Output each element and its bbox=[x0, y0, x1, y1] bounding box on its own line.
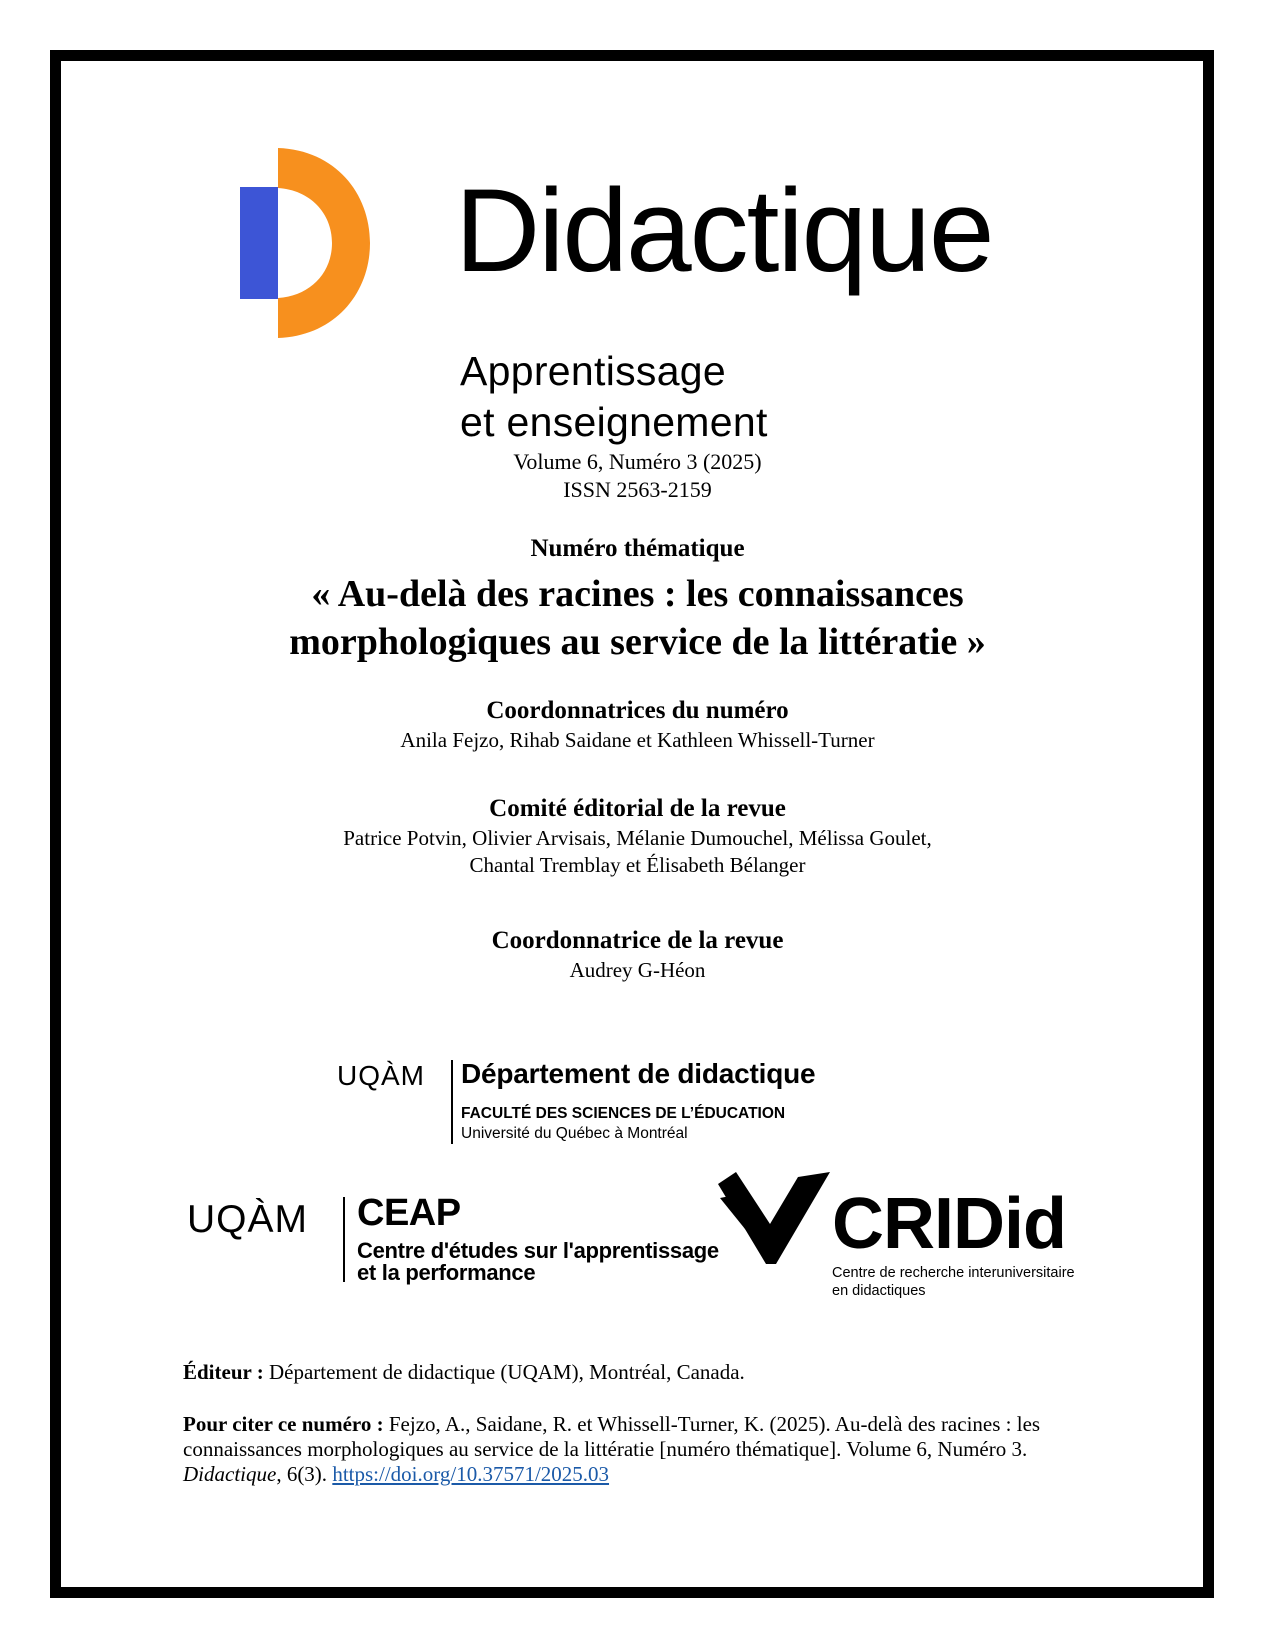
cite-label: Pour citer ce numéro : bbox=[183, 1412, 384, 1436]
publisher-label: Éditeur : bbox=[183, 1360, 264, 1384]
cridid-line-1: Centre de recherche interuniversitaire bbox=[832, 1265, 1075, 1281]
cridid-logo-mark bbox=[718, 1172, 830, 1267]
volume-info: Volume 6, Numéro 3 (2025) bbox=[513, 449, 762, 474]
cridid-name: CRIDid bbox=[832, 1184, 1066, 1264]
uqam-logo-text: UQÀM bbox=[337, 1060, 425, 1091]
department-name: Département de didactique bbox=[461, 1058, 816, 1089]
citation-paragraph bbox=[183, 1412, 1088, 1487]
publisher-paragraph bbox=[183, 1360, 1088, 1385]
faculty-name: FACULTÉ DES SCIENCES DE L’ÉDUCATION bbox=[461, 1105, 786, 1122]
journal-coordinator-name: Audrey G-Héon bbox=[569, 958, 706, 982]
committee-names-line-1: Patrice Potvin, Olivier Arvisais, Mélanie Dumouchel, Mélissa Goulet, bbox=[343, 826, 932, 850]
university-name: Université du Québec à Montréal bbox=[461, 1125, 688, 1142]
coordinators-names: Anila Fejzo, Rihab Saidane et Kathleen Whissell-Turner bbox=[400, 728, 875, 752]
ceap-line-2: et la performance bbox=[357, 1260, 536, 1285]
journal-wordmark: Didactique bbox=[455, 165, 993, 297]
ceap-name: CEAP bbox=[357, 1192, 461, 1234]
subtitle-line-2: et enseignement bbox=[460, 399, 768, 445]
issn: ISSN 2563-2159 bbox=[563, 477, 712, 502]
uqam-logo-text-ceap: UQÀM bbox=[187, 1198, 308, 1241]
ceap-line-1: Centre d'études sur l'apprentissage bbox=[357, 1238, 719, 1263]
doi-link[interactable]: https://doi.org/10.37571/2025.03 bbox=[332, 1462, 610, 1486]
journal-subtitle bbox=[460, 346, 768, 448]
theme-label: Numéro thématique bbox=[530, 535, 745, 562]
coordinators-heading: Coordonnatrices du numéro bbox=[486, 697, 789, 724]
theme-title-line-2: morphologiques au service de la littératie » bbox=[289, 621, 986, 663]
logo-divider-ceap bbox=[343, 1197, 345, 1282]
logo-divider bbox=[451, 1060, 453, 1144]
cite-journal: Didactique bbox=[183, 1462, 277, 1486]
didactique-logo-orange-arc bbox=[270, 148, 370, 338]
publisher-text: Département de didactique (UQAM), Montréal, Canada. bbox=[263, 1360, 745, 1384]
cite-issue: , 6(3). bbox=[276, 1462, 333, 1486]
cite-text: Fejzo, A., Saidane, R. et Whissell-Turner, K. (2025). Au-delà des racines : les connaissances morphologiques au service de la littératie [numéro thématique]. Volume 6, Numéro 3. bbox=[183, 1412, 1041, 1461]
committee-heading: Comité éditorial de la revue bbox=[489, 795, 786, 822]
journal-coordinator-heading: Coordonnatrice de la revue bbox=[491, 927, 784, 954]
cridid-line-2: en didactiques bbox=[832, 1283, 926, 1299]
theme-title-line-1: « Au-delà des racines : les connaissances bbox=[311, 573, 964, 615]
theme-title bbox=[0, 570, 1275, 666]
subtitle-line-1: Apprentissage bbox=[460, 348, 727, 394]
committee-names-line-2: Chantal Tremblay et Élisabeth Bélanger bbox=[469, 853, 806, 877]
